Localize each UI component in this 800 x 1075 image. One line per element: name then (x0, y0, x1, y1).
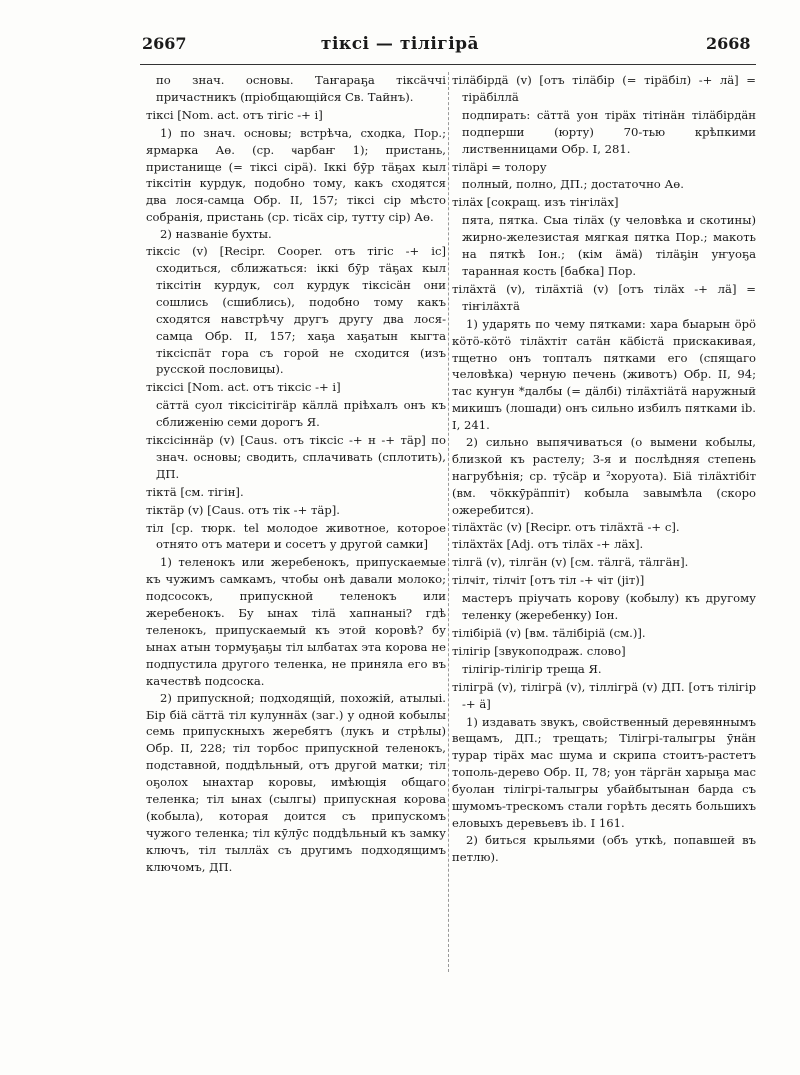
column-divider (448, 72, 449, 972)
entry-continuation: сäттä суол тiксiсiтiгäр кäллä прiѣхалъ онъ къ сближенiю семи дорогъ Я. (156, 398, 446, 430)
dictionary-entry: тiксiсi [Nom. act. отъ тiксiс -+ i] (146, 380, 341, 395)
page-header (0, 34, 800, 62)
dictionary-entry: тiл [ср. тюрк. tel молодое животное, которое отнято отъ матери и сосетъ у другой самки] (146, 520, 446, 552)
running-title: тiксi — тiлiгiрā (320, 34, 480, 54)
entry-continuation: по знач. основы. Таҥараҕа тiксäччi причастникъ (прiобщающiйся Св. Тайнъ). (156, 73, 446, 104)
dictionary-entry: тiлäхтäх [Adj. отъ тiлäх -+ лäх]. (452, 537, 644, 552)
right-column (452, 72, 756, 866)
dictionary-entry: тiктäр (v) [Caus. отъ тiк -+ тäр]. (146, 502, 340, 517)
dictionary-sense: 1) ударять по чему пятками: хара быарын öрö кöтö-кöтö тiлäхтiт сатäн кäбiстä прискакивая, тщетно онъ топталъ пятками его (спящаго человѣка) черную печень (животъ) Обр. II, 94; тас куҥун *далбы (= дäлбi) тiлäхтiäтä наружный микишъ (лошади) онъ сильно избилъ пятками ib. I, 241. (452, 316, 756, 433)
dictionary-sense: 2) сильно выпячиваться (о вымени кобылы, близкой къ растелу; 3-я и послѣдняя степень нагрубѣнiя; ср. тӯсäр и ²хоруота). Бiä тiлäхтiбiт (вм. чöккӯрäппiт) кобыла завымѣла (скоро ожеребится). (452, 435, 756, 517)
dictionary-entry: тiлҹiт, тiлҹiт [отъ тiл -+ ҹiт (jiт)] (452, 573, 645, 588)
entry-continuation: тiлiгiр-тiлiгiр треща Я. (462, 661, 602, 676)
dictionary-sense: 2) припускной; подходящiй, похожiй, атылыi. Бiр бiä сäттä тiл кулуннäх (заг.) у одной кобылы семь припускныхъ жеребятъ (лукъ и стрѣлы) Обр. II, 228; тiл торбос припускной теленокъ, подставной, поддѣльный, отъ другой матки; тiл оҕолох ынахтар коровы, имѣющiя общаго теленка; тiл ынах (сылгы) припускная корова (кобыла), которая доится съ припускомъ чужого теленка; тiл кӯлӯс поддѣльный къ замку ключъ, тiл тыллäх съ другимъ подходящимъ ключомъ, ДП. (146, 690, 446, 874)
dictionary-entry: тiксi [Nom. act. отъ тiгiс -+ i] (146, 107, 323, 122)
left-column (146, 72, 446, 876)
page-number-left: 2667 (142, 34, 187, 53)
dictionary-entry: тiктä [см. тiгiн]. (146, 484, 244, 499)
dictionary-entry: тiксiсiннäр (v) [Caus. отъ тiксiс -+ н -+ тäр] по знач. основы; сводить, сплачивать (сплотить), ДП. (146, 433, 446, 481)
dictionary-sense: 2) биться крыльями (объ уткѣ, попавшей въ петлю). (452, 832, 756, 864)
dictionary-entry: тiлäхтäс (v) [Recipr. отъ тiлäхтä -+ с]. (452, 519, 680, 534)
dictionary-entry: тiлiгрä (v), тiлiгрä (v), тiллiгрä (v) ДП. [отъ тiлiгiр -+ ä] (452, 679, 756, 711)
dictionary-entry: тiлäрi = толору (452, 159, 547, 174)
dictionary-sense: 1) издавать звукъ, свойственный деревяннымъ вещамъ, ДП.; трещать; Тiлiгрi-талыгры ӯнäн турар тiрäх мас шума и скрипа стоитъ-растетъ тополь-дерево Обр. II, 78; уон тäргäн харыҕа мас буолан тiлiгрi-талыгры убайбытынан барда съ шумомъ-трескомъ стали горѣть десять большихъ еловыхъ деревьевъ ib. I 161. (452, 714, 756, 830)
page-number-right: 2668 (706, 34, 751, 53)
dictionary-entry: тiксiс (v) [Recipr. Cooper. отъ тiгiс -+ iс] сходиться, сближаться: iккi бӯр тäҕах кыл тiксiтiн курдук, сол курдук тiксiсäн они сошлись (сшиблись), подобно тому какъ сходятся навстрѣчу другъ другу два лося-самца Обр. II, 157; хаҕа хаҕатын кыгта тiксiспäт гора съ горой не сходится (изъ русской пословицы). (146, 244, 446, 377)
dictionary-entry: тiлгä (v), тiлгäн (v) [см. тäлгä, тäлгäн]. (452, 555, 689, 570)
entry-continuation: мастеръ прiучать корову (кобылу) къ другому теленку (жеребенку) Iон. (462, 591, 756, 623)
dictionary-sense: 1) по знач. основы; встрѣча, сходка, Пор.; ярмарка Аө. (ср. ҹарбаҥ 1); пристань, пристанище (= тiксi сiрä). Iккi бӯр тäҕах кыл тiксiтiн курдук, подобно тому, какъ сходятся два лося-самца Обр. II, 157; тiксi сiр мѣсто собранiя, пристань (ср. тiсäх сiр, тутту сiр) Аө. (146, 125, 446, 225)
dictionary-entry: тiлiгiр [звукоподраж. слово] (452, 643, 626, 658)
entry-continuation: подпирать: сäттä уон тiрäх тiтiнäн тiлäбiрдäн подперши (юрту) 70-тью крѣпкими лиственницами Обр. I, 281. (462, 107, 756, 156)
dictionary-sense: 1) теленокъ или жеребенокъ, припускаемые къ чужимъ самкамъ, чтобы онѣ давали молоко; подсосокъ, припускной теленокъ или жеребенокъ. Бу ынах тiлä хапнаныi? гдѣ теленокъ, припускаемый къ этой коровѣ? бу ынах атын тормуҕаҕы тiл ылбатах эта корова не подпустила другого теленка, не приняла его въ качествѣ подсоска. (146, 555, 446, 688)
dictionary-entry: тiлäбiрдä (v) [отъ тiлäбiр (= тiрäбiл) -+ лä] = тiрäбiллä (452, 73, 756, 104)
dictionary-entry: тiлäх [сокращ. изъ тiҥiлäх] (452, 195, 619, 210)
entry-continuation: пята, пятка. Сыа тiлäх (у человѣка и скотины) жирно-железистая мягкая пятка Пор.; макоть на пяткѣ Iон.; (кiм äмä) тiлäҕiн уҥуоҕа таранная кость [бабка] Пор. (462, 213, 756, 278)
dictionary-entry: тiлiбiрiä (v) [вм. тäлiбiрiä (см.)]. (452, 626, 646, 640)
header-rule (140, 64, 756, 65)
dictionary-entry: тiлäхтä (v), тiлäхтiä (v) [отъ тiлäх -+ лä] = тiҥiлäхтä (452, 281, 756, 313)
dictionary-sense: 2) названiе бухты. (160, 227, 272, 242)
entry-continuation: полный, полно, ДП.; достаточно Аө. (462, 177, 684, 192)
